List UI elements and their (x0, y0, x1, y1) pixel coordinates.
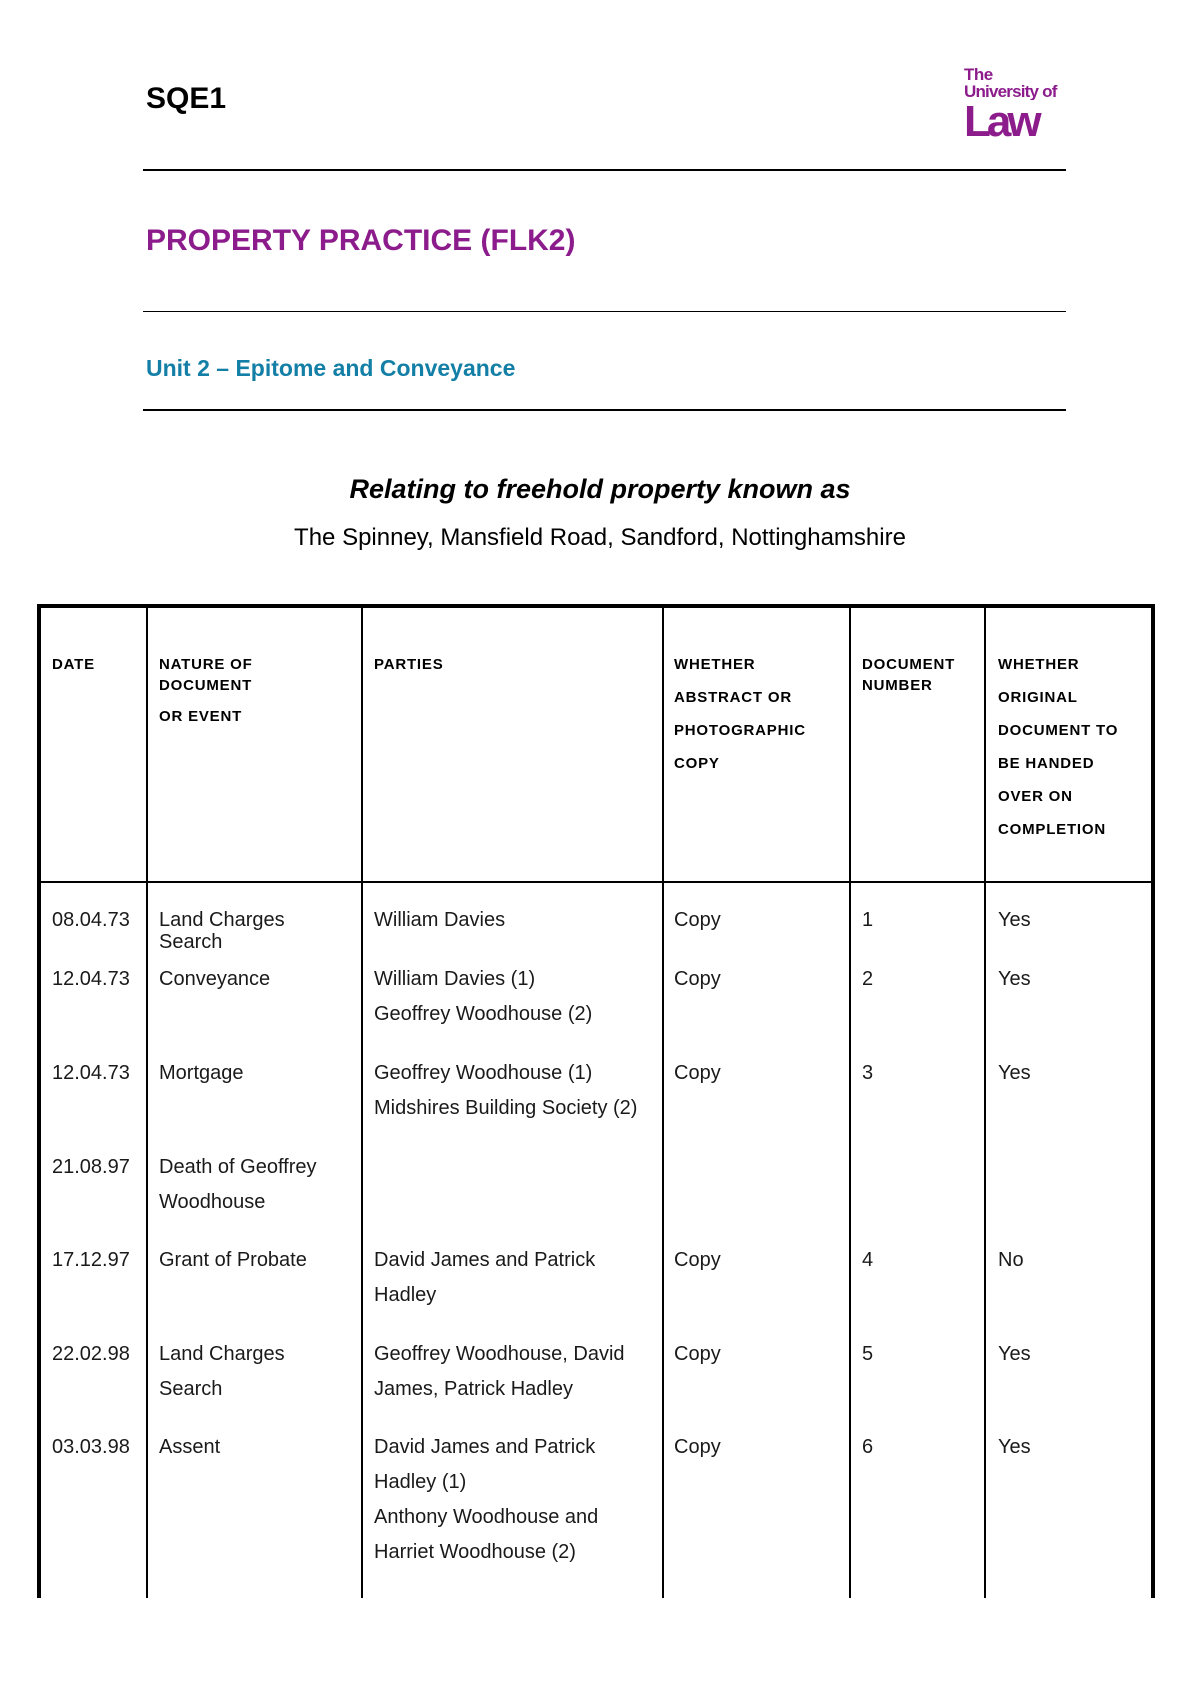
cell-nature: Assent (159, 1436, 221, 1458)
header-document-number: DOCUMENT NUMBER (862, 656, 956, 694)
cell-number: 5 (862, 1343, 874, 1365)
cell-copy: Copy (674, 909, 721, 931)
col-line-5 (984, 604, 986, 1598)
col-line-4 (849, 604, 851, 1598)
cell-date: 12.04.73 (52, 1062, 130, 1084)
cell-date: 03.03.98 (52, 1436, 130, 1458)
rule-middle (143, 311, 1066, 312)
header-parties: PARTIES (374, 656, 444, 673)
cell-original: Yes (998, 1343, 1031, 1365)
unit-heading: Unit 2 – Epitome and Conveyance (146, 355, 516, 381)
cell-original: Yes (998, 909, 1031, 931)
header-separator (37, 881, 1155, 883)
col-line-3 (662, 604, 664, 1598)
cell-original: No (998, 1249, 1024, 1271)
rule-bottom (143, 409, 1066, 411)
logo-line-1: The (964, 65, 993, 84)
cell-date: 21.08.97 (52, 1156, 130, 1178)
cell-number: 6 (862, 1436, 874, 1458)
cell-parties: William Davies (374, 909, 506, 931)
cell-number: 1 (862, 909, 874, 931)
cell-original: Yes (998, 1436, 1031, 1458)
property-address: The Spinney, Mansfield Road, Sandford, Nottinghamshire (294, 524, 906, 551)
header-original-handed-over: WHETHER ORIGINAL DOCUMENT TO BE HANDED OVER ON COMPLETION (998, 656, 1119, 838)
cell-copy: Copy (674, 1062, 721, 1084)
cell-date: 08.04.73 (52, 909, 130, 931)
cell-nature: Grant of Probate (159, 1249, 307, 1271)
cell-original: Yes (998, 968, 1031, 990)
cell-date: 17.12.97 (52, 1249, 130, 1271)
cell-original: Yes (998, 1062, 1031, 1084)
cell-parties: David James and Patrick Hadley (374, 1249, 596, 1306)
cell-nature: Mortgage (159, 1062, 244, 1084)
logo-line-2: University of (964, 83, 1057, 100)
cell-nature: Conveyance (159, 968, 271, 990)
cell-date: 22.02.98 (52, 1343, 130, 1365)
cell-date: 12.04.73 (52, 968, 130, 990)
header-whether-copy: WHETHER ABSTRACT OR PHOTOGRAPHIC COPY (674, 656, 806, 772)
university-logo (964, 66, 1064, 144)
table-top-border (37, 604, 1155, 608)
cell-parties: William Davies (1) Geoffrey Woodhouse (2) (374, 968, 593, 1025)
cell-copy: Copy (674, 1343, 721, 1365)
cell-copy: Copy (674, 1436, 721, 1458)
cell-number: 4 (862, 1249, 874, 1271)
col-line-6 (1151, 604, 1155, 1598)
cell-number: 3 (862, 1062, 874, 1084)
cell-parties: Geoffrey Woodhouse (1) Midshires Building Society (2) (374, 1062, 638, 1119)
header-nature: NATURE OF DOCUMENT OR EVENT (159, 656, 253, 725)
cell-number: 2 (862, 968, 874, 990)
rule-top (143, 169, 1066, 171)
cell-parties: David James and Patrick Hadley (1) Anthony Woodhouse and Harriet Woodhouse (2) (374, 1436, 599, 1563)
logo-line-3: Law (964, 97, 1038, 146)
cell-nature: Land Charges Search (159, 909, 285, 953)
col-line-2 (361, 604, 363, 1598)
cell-copy: Copy (674, 968, 721, 990)
col-line-0 (37, 604, 41, 1598)
cell-nature: Land Charges Search (159, 1343, 285, 1400)
cell-copy: Copy (674, 1249, 721, 1271)
cell-parties: Geoffrey Woodhouse, David James, Patrick Hadley (374, 1343, 625, 1400)
epitome-table (37, 604, 1155, 1598)
relating-heading: Relating to freehold property known as (349, 474, 851, 504)
course-code: SQE1 (146, 82, 227, 115)
col-line-1 (146, 604, 148, 1598)
cell-nature: Death of Geoffrey Woodhouse (159, 1156, 317, 1213)
page-title: PROPERTY PRACTICE (FLK2) (146, 224, 576, 257)
header-date: DATE (52, 656, 95, 673)
